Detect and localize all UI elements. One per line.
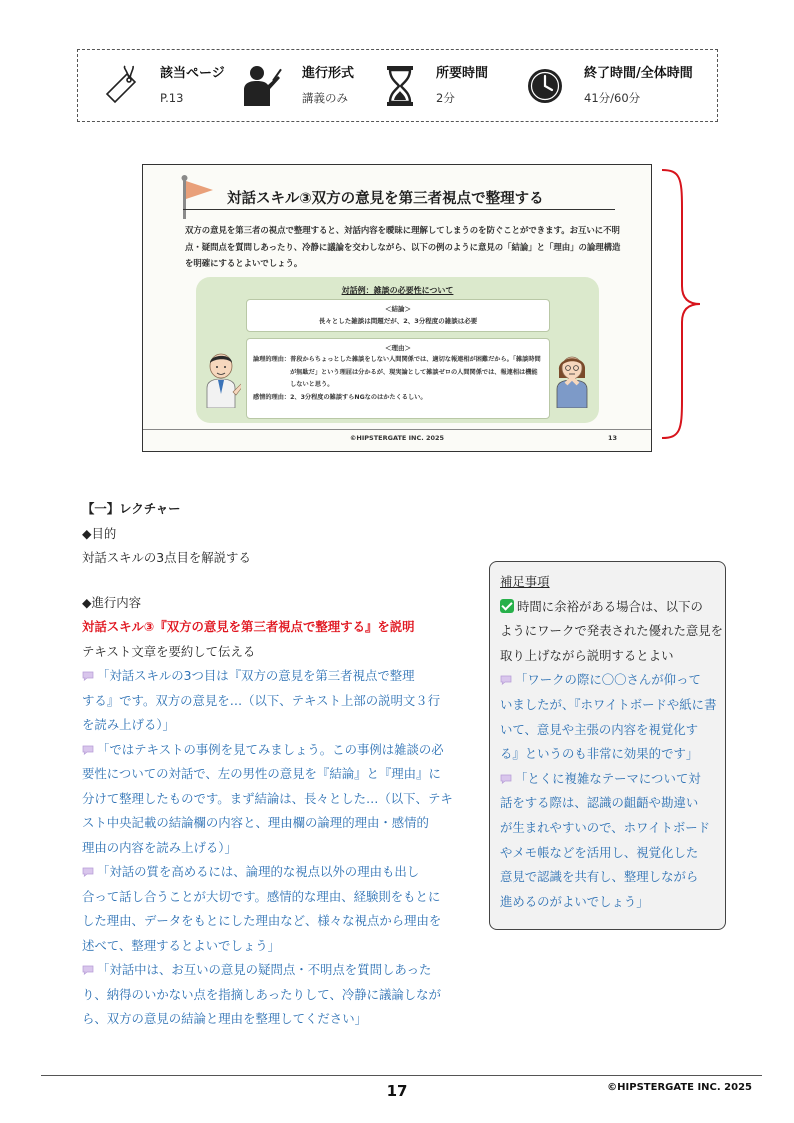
purpose-heading: ◆目的: [82, 525, 117, 541]
hourglass-icon: [380, 63, 420, 109]
footer-copyright: ©HIPSTERGATE INC. 2025: [607, 1082, 752, 1093]
man-illustration: [201, 348, 241, 408]
emotion-reason-key: 感情的理由：: [253, 393, 291, 401]
check-icon: [500, 599, 514, 613]
right-brace: [660, 168, 704, 440]
script-quote-3: [82, 860, 452, 958]
quote-3-line-1: 「対話の質を高めるには、論理的な視点以外の理由も出し: [97, 864, 420, 879]
quote-3-line-2: 合って話し合うことが大切です。感情的な理由、経験則をもとに: [82, 888, 441, 904]
quote-3-line-4: 述べて、整理するとよいでしょう」: [82, 937, 281, 953]
progress-heading: ◆進行内容: [82, 594, 142, 610]
tag-icon: [98, 63, 144, 109]
info-end-time-label: 終了時間/全体時間: [584, 65, 693, 81]
lecturer-icon: [240, 63, 286, 109]
speech-bubble-icon: [82, 965, 94, 975]
quote-2-line-5: 理由の内容を読み上げる）」: [82, 839, 237, 855]
script-quote-2: [82, 738, 452, 861]
quote-2-line-4: スト中央記載の結論欄の内容と、理由欄の論理的理由・感情的: [82, 815, 429, 830]
info-duration-value: 2分: [436, 90, 455, 105]
slide-page-number: 13: [607, 434, 617, 442]
quote-1-line-1: 「対話スキルの3つ目は『双方の意見を第三者視点で整理: [97, 668, 415, 683]
script-quote-1: [82, 664, 452, 738]
slide-thumbnail: [142, 164, 652, 452]
info-page-value: P.13: [160, 90, 184, 105]
emotion-reason-value: 2、3分程度の雑談すらNGなのはかたくるしい。: [290, 393, 427, 401]
note-quote-1-line-4: る』というのも非常に効果的です」: [500, 746, 699, 762]
slide-title: 対話スキル③双方の意見を第三者視点で整理する: [227, 191, 544, 207]
quote-1-line-3: を読み上げる）」: [82, 717, 175, 732]
emotion-reason-row: [247, 392, 549, 405]
script-quote-4: [82, 958, 452, 1032]
note-quote-2-line-1: 「とくに複雑なテーマについて対: [515, 770, 701, 786]
clock-icon: [522, 63, 568, 109]
info-end-time: [522, 50, 693, 121]
speech-bubble-icon: [500, 675, 512, 685]
info-end-time-value: 41分/60分: [584, 90, 641, 105]
logic-reason-key: 論理的理由：: [253, 356, 291, 363]
reason-box: [246, 338, 550, 419]
reason-heading: ＜理由＞: [385, 344, 411, 352]
key-point: 対話スキル③『双方の意見を第三者視点で整理する』を説明: [82, 619, 415, 634]
conclusion-heading: ＜結論＞: [385, 305, 411, 313]
speech-bubble-icon: [82, 867, 94, 877]
summary-instruction: テキスト文章を要約して伝える: [82, 643, 256, 659]
purpose-text: 対話スキルの3点目を解説する: [82, 550, 251, 565]
note-quote-2-line-3: が生まれやすいので、ホワイトボード: [500, 819, 711, 835]
quote-4-line-3: ら、双方の意見の結論と理由を整理してください」: [82, 1011, 367, 1026]
logic-reason-value: 普段からちょっとした雑談をしない人間関係では、適切な報連相が困難だから。「雑談時間が無駄だ」という理屈は分かるが、現実論として雑談ゼロの人間関係では、報連相は機能しないと思う。: [290, 356, 541, 388]
section-heading: 【一】レクチャー: [82, 501, 181, 516]
note-quote-2-line-4: やメモ帳などを活用し、視覚化した: [500, 844, 699, 860]
note-title: 補足事項: [500, 574, 550, 589]
note-line-3: 取り上げながら説明するとよい: [500, 647, 674, 663]
note-quote-1-line-1: 「ワークの際に〇〇さんが仰って: [515, 672, 701, 688]
lecture-section: [82, 497, 452, 1032]
note-quote-2-line-5: 意見で認識を共有し、整理しながら: [500, 869, 699, 885]
note-quote-2-line-6: 進めるのがよいでしょう」: [500, 893, 649, 909]
quote-3-line-3: した理由、データをもとにした理由など、様々な視点から理由を: [82, 913, 442, 928]
info-format-value: 講義のみ: [302, 90, 348, 105]
flag-icon: [181, 173, 225, 221]
info-duration-label: 所要時間: [436, 65, 489, 81]
note-quote-1-line-3: いて、意見や主張の内容を視覚化す: [500, 721, 699, 737]
quote-2-line-1: 「ではテキストの事例を見てみましょう。この事例は雑談の必: [97, 741, 444, 757]
page-number: 17: [386, 1082, 408, 1100]
note-line-1: 時間に余裕がある場合は、以下の: [517, 598, 703, 614]
supplement-note: [489, 561, 726, 930]
slide-copyright: ©HIPSTERGATE INC. 2025: [349, 434, 445, 442]
info-page: [98, 50, 225, 121]
quote-2-line-2: 要性についての対話で、左の男性の意見を『結論』と『理由』に: [82, 766, 441, 781]
slide-paragraph: 双方の意見を第三者の視点で整理すると、対話内容を曖昧に理解してしまうのを防ぐことができます。お互いに不明点・疑問点を質問しあったり、冷静に議論を交わしながら、以下の例のように意見の「結論」と「理由」の論理構造を明確にするとよいでしょう。: [185, 225, 621, 268]
info-duration: [380, 50, 488, 121]
example-panel: [196, 277, 599, 423]
note-quote-1-line-2: いましたが、『ホワイトボードや紙に書: [500, 696, 717, 712]
note-line-2: ようにワークで発表された優れた意見を: [500, 623, 724, 639]
footer-divider: [41, 1075, 762, 1076]
note-quote-2-line-2: 話をする際は、認識の齟齬や勘違い: [500, 795, 699, 811]
speech-bubble-icon: [82, 671, 94, 681]
woman-illustration: [553, 348, 591, 408]
speech-bubble-icon: [82, 745, 94, 755]
logic-reason-row: [247, 354, 549, 392]
quote-2-line-3: 分けて整理したものです。まず結論は、長々とした…（以下、テキ: [82, 790, 453, 806]
info-format-label: 進行形式: [302, 65, 355, 81]
quote-4-line-1: 「対話中は、お互いの意見の疑問点・不明点を質問しあった: [97, 962, 432, 977]
conclusion-box: [246, 299, 550, 332]
info-format: [240, 50, 354, 121]
slide-footer-line: [143, 429, 651, 430]
slide-title-underline: [183, 209, 615, 210]
quote-1-line-2: する』です。双方の意見を…（以下、テキスト上部の説明文３行: [82, 692, 441, 708]
info-bar: [77, 49, 718, 122]
quote-4-line-2: り、納得のいかない点を指摘しあったりして、冷静に議論しなが: [82, 986, 441, 1002]
speech-bubble-icon: [500, 774, 512, 784]
example-title: 対話例：雑談の必要性について: [341, 286, 454, 295]
conclusion-text: 長々とした雑談は問題だが、2、3分程度の雑談は必要: [318, 317, 478, 325]
info-page-label: 該当ページ: [160, 65, 225, 81]
